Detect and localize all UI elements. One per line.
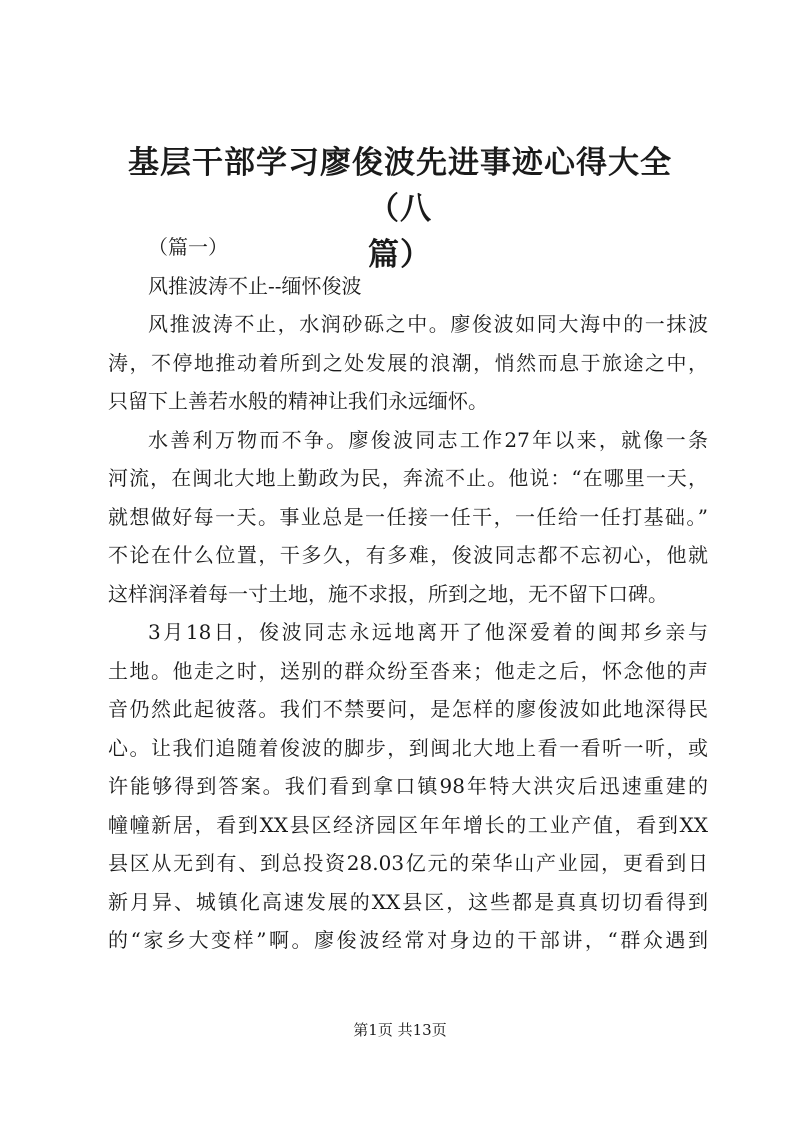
paragraph-line: 县区从无到有、到总投资28.03亿元的荣华山产业园，更看到日 xyxy=(108,851,708,875)
paragraph-line: 涛，不停地推动着所到之处发展的浪潮，悄然而息于旅途之中， xyxy=(108,350,708,375)
section-heading: （篇一） xyxy=(148,235,228,259)
subtitle: 风推波涛不止--缅怀俊波 xyxy=(148,273,362,298)
title-line-1: 基层干部学习廖俊波先进事迹心得大全（八 xyxy=(128,145,672,227)
paragraph-line: 这样润泽着每一寸土地，施不求报，所到之地，无不留下口碑。 xyxy=(108,581,668,606)
paragraph-line: 幢幢新居，看到XX县区经济园区年年增长的工业产值，看到XX xyxy=(108,812,708,837)
paragraph-line: 3月18日，俊波同志永远地离开了他深爱着的闽邦乡亲与 xyxy=(148,620,708,644)
paragraph-line: 河流，在闽北大地上勤政为民，奔流不止。他说：“在哪里一天， xyxy=(108,466,708,490)
paragraph-line: 心。让我们追随着俊波的脚步，到闽北大地上看一看听一听，或 xyxy=(108,735,708,760)
paragraph-line: 水善利万物而不争。廖俊波同志工作27年以来，就像一条 xyxy=(148,427,708,452)
paragraph-line: 风推波涛不止，水润砂砾之中。廖俊波如同大海中的一抹波 xyxy=(148,312,708,336)
title-line-2: 篇） xyxy=(368,237,432,273)
paragraph-line: 不论在什么位置，干多久，有多难，俊波同志都不忘初心，他就 xyxy=(108,543,708,567)
paragraph-line: 许能够得到答案。我们看到拿口镇98年特大洪灾后迅速重建的 xyxy=(108,774,708,798)
page-number: 第1页 共13页 xyxy=(353,1021,447,1039)
paragraph-line: 就想做好每一天。事业总是一任接一任干，一任给一任打基础。” xyxy=(108,504,708,529)
paragraph-line: 土地。他走之时，送别的群众纷至沓来；他走之后，怀念他的声 xyxy=(108,658,708,683)
document-body xyxy=(108,228,708,960)
paragraph-line: 的“家乡大变样”啊。廖俊波经常对身边的干部讲，“群众遇到 xyxy=(108,928,708,952)
paragraph-line: 只留下上善若水般的精神让我们永远缅怀。 xyxy=(108,389,488,413)
paragraph-line: 新月异、城镇化高速发展的XX县区，这些都是真真切切看得到 xyxy=(108,889,708,914)
paragraph-line: 音仍然此起彼落。我们不禁要问，是怎样的廖俊波如此地深得民 xyxy=(108,697,708,721)
